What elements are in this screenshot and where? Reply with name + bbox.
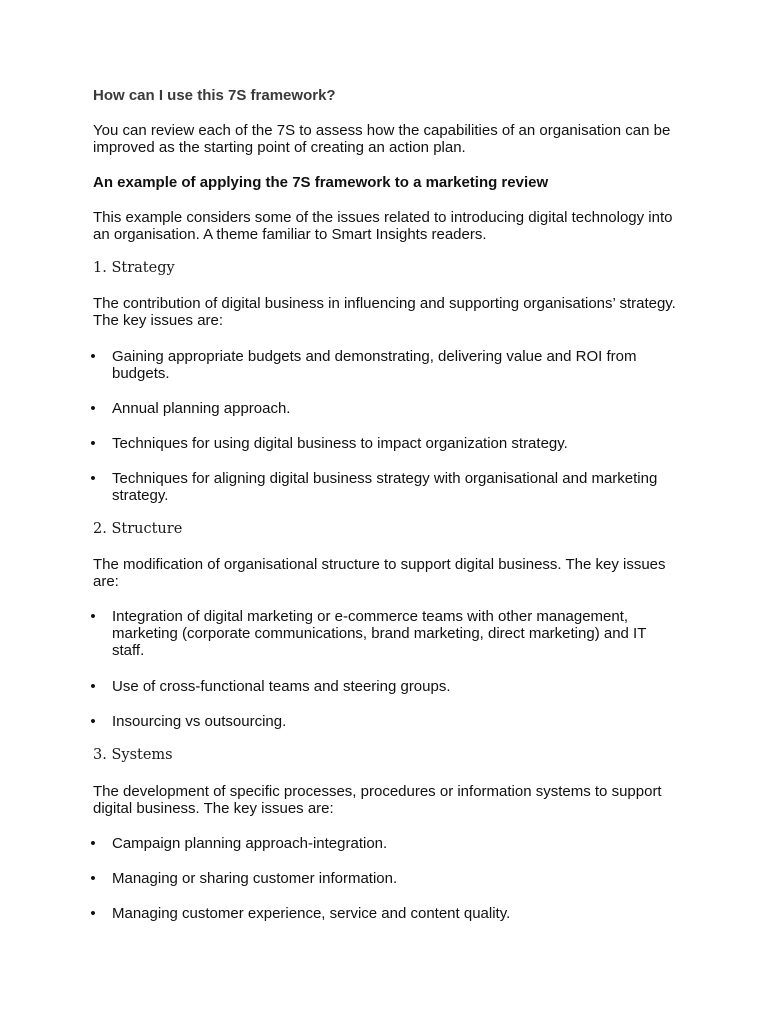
section-title-structure: 2. Structure <box>93 521 183 537</box>
bullet-icon: • <box>90 870 96 887</box>
list-item-text: Managing or sharing customer information. <box>112 870 398 887</box>
bullet-icon: • <box>90 608 96 625</box>
list-item <box>90 608 663 659</box>
list-item-text: Techniques for using digital business to impact organization strategy. <box>112 435 568 452</box>
bullet-icon: • <box>90 400 96 417</box>
list-item-text: Campaign planning approach-integration. <box>112 835 388 852</box>
list-item-text: Annual planning approach. <box>112 400 291 417</box>
intro-paragraph: You can review each of the 7S to assess how the capabilities of an organisation can be improved as the starting point of creating an action plan. <box>93 122 671 156</box>
bullet-icon: • <box>90 905 96 922</box>
bullet-icon: • <box>90 678 96 695</box>
list-item-text: Techniques for aligning digital business strategy with organisational and marketing strategy. <box>112 470 658 504</box>
list-item-text: Managing customer experience, service and content quality. <box>112 905 511 922</box>
bullet-icon: • <box>90 470 96 487</box>
bullet-icon: • <box>90 348 96 365</box>
list-item <box>90 470 663 504</box>
list-item-text: Use of cross-functional teams and steering groups. <box>112 678 451 695</box>
list-item-text: Gaining appropriate budgets and demonstrating, delivering value and ROI from budgets. <box>112 348 637 382</box>
section-title-strategy: 1. Strategy <box>93 260 175 276</box>
question-heading: How can I use this 7S framework? <box>93 87 336 104</box>
list-item <box>90 870 663 887</box>
list-item <box>90 400 663 417</box>
list-item-text: Integration of digital marketing or e-commerce teams with other management, marketing (corporate communications, brand marketing, direct marketing) and IT staff. <box>112 608 647 659</box>
section-description-systems: The development of specific processes, procedures or information systems to support digital business. The key issues are: <box>93 783 662 817</box>
example-paragraph: This example considers some of the issues related to introducing digital technology into an organisation. A theme familiar to Smart Insights readers. <box>93 209 673 243</box>
list-item <box>90 713 663 730</box>
bullet-icon: • <box>90 713 96 730</box>
list-item <box>90 348 663 382</box>
list-item <box>90 435 663 452</box>
bullet-icon: • <box>90 435 96 452</box>
example-heading: An example of applying the 7S framework to a marketing review <box>93 174 549 191</box>
section-title-systems: 3. Systems <box>93 747 173 763</box>
list-item-text: Insourcing vs outsourcing. <box>112 713 287 730</box>
list-item <box>90 678 663 695</box>
section-description-strategy: The contribution of digital business in influencing and supporting organisations’ strategy. The key issues are: <box>93 295 676 329</box>
bullet-icon: • <box>90 835 96 852</box>
list-item <box>90 835 663 852</box>
section-description-structure: The modification of organisational structure to support digital business. The key issues are: <box>93 556 666 590</box>
list-item <box>90 905 663 922</box>
